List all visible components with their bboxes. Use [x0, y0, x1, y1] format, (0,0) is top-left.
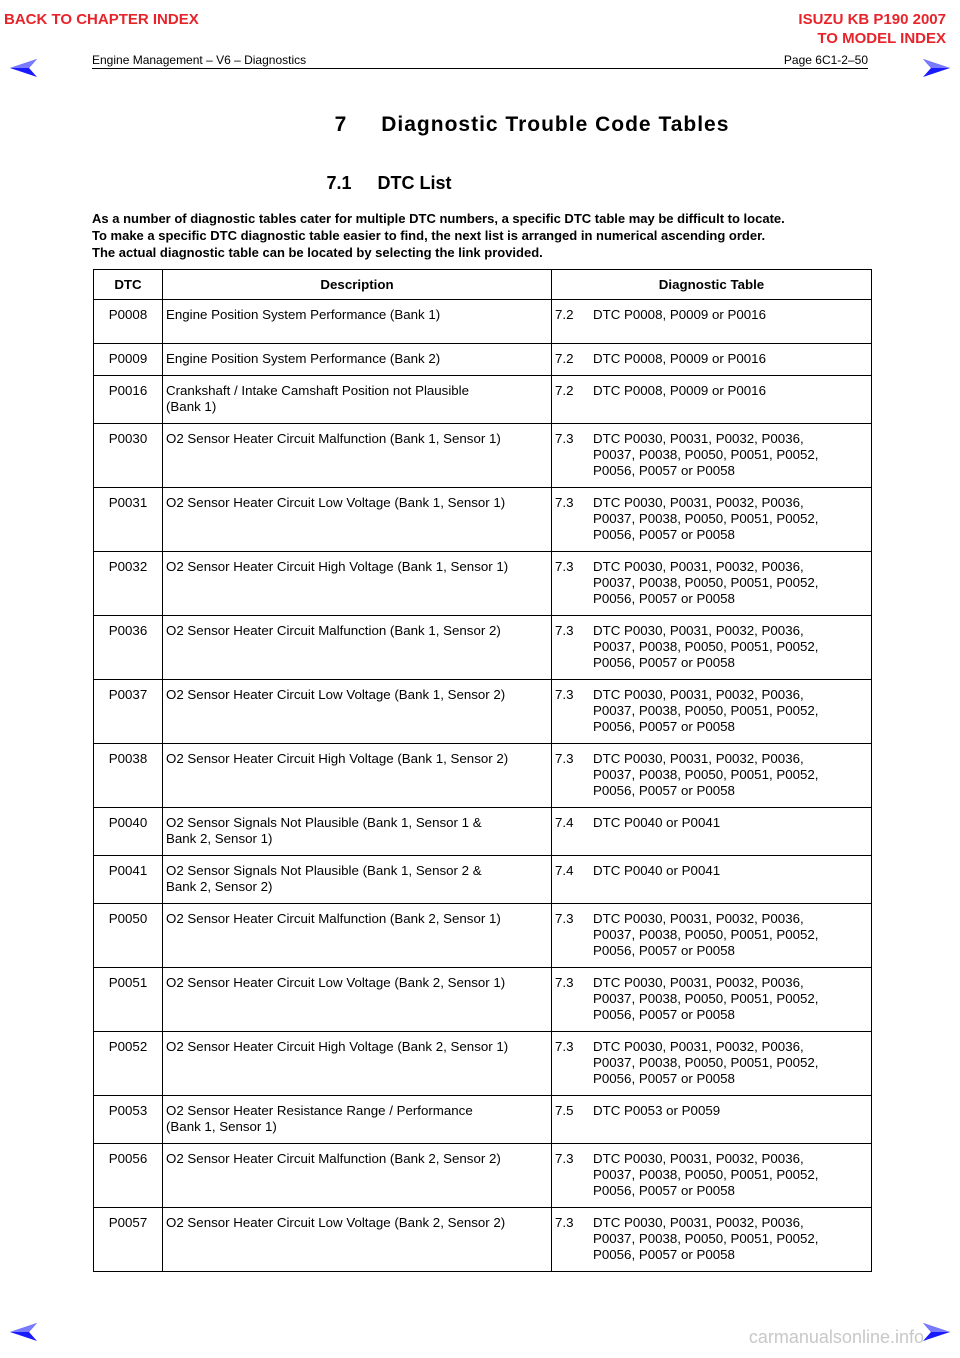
dtc-code-cell: P0037	[94, 680, 163, 744]
diagnostic-table-title: DTC P0030, P0031, P0032, P0036, P0037, P0038, P0050, P0051, P0052, P0056, P0057 or P0058	[593, 911, 819, 958]
description-cell	[163, 616, 552, 680]
dtc-code-cell: P0040	[94, 808, 163, 856]
table-row	[94, 376, 872, 424]
description-cell	[163, 376, 552, 424]
dtc-code-cell: P0008	[94, 300, 163, 344]
intro-line: The actual diagnostic table can be located by selecting the link provided.	[92, 245, 543, 260]
dtc-code-cell: P0031	[94, 488, 163, 552]
diagnostic-table-number: 7.5	[555, 1103, 574, 1118]
diagnostic-table-number: 7.3	[555, 975, 574, 990]
to-model-index-link[interactable]: TO MODEL INDEX	[817, 30, 946, 47]
diagnostic-table-title: DTC P0008, P0009 or P0016	[593, 383, 766, 398]
description-cell	[163, 808, 552, 856]
description-cell	[163, 968, 552, 1032]
description-text: O2 Sensor Heater Circuit High Voltage (Bank 2, Sensor 1)	[166, 1039, 509, 1054]
dtc-column-header: DTC	[94, 270, 163, 300]
description-text: O2 Sensor Heater Circuit Low Voltage (Bank 2, Sensor 2)	[166, 1215, 506, 1230]
description-cell	[163, 744, 552, 808]
table-row	[94, 1096, 872, 1144]
diagnostic-table-title: DTC P0040 or P0041	[593, 815, 721, 830]
description-text: Engine Position System Performance (Bank 1)	[166, 307, 441, 322]
diagnostic-table-number: 7.3	[555, 1215, 574, 1230]
dtc-code-cell: P0030	[94, 424, 163, 488]
table-header-row	[94, 270, 872, 300]
diagnostic-table-link[interactable]	[552, 808, 872, 856]
diagnostic-table-title: DTC P0030, P0031, P0032, P0036, P0037, P0038, P0050, P0051, P0052, P0056, P0057 or P0058	[593, 1215, 819, 1262]
description-text: O2 Sensor Heater Resistance Range / Performance (Bank 1, Sensor 1)	[166, 1103, 473, 1134]
description-text: O2 Sensor Heater Circuit Malfunction (Bank 2, Sensor 2)	[166, 1151, 501, 1166]
dtc-code-cell: P0053	[94, 1096, 163, 1144]
diagnostic-table-link[interactable]	[552, 968, 872, 1032]
diagnostic-table-link[interactable]	[552, 1096, 872, 1144]
diagnostic-table-link[interactable]	[552, 300, 872, 344]
description-text: O2 Sensor Heater Circuit Low Voltage (Bank 1, Sensor 2)	[166, 687, 506, 702]
table-row	[94, 300, 872, 344]
diagnostic-table-link[interactable]	[552, 424, 872, 488]
diagnostic-table-number: 7.3	[555, 1039, 574, 1054]
diagnostic-table-link[interactable]	[552, 1144, 872, 1208]
diagnostic-table-title: DTC P0030, P0031, P0032, P0036, P0037, P0038, P0050, P0051, P0052, P0056, P0057 or P0058	[593, 1151, 819, 1198]
diagnostic-table-link[interactable]	[552, 1032, 872, 1096]
diagnostic-table-title: DTC P0030, P0031, P0032, P0036, P0037, P0038, P0050, P0051, P0052, P0056, P0057 or P0058	[593, 687, 819, 734]
table-row	[94, 424, 872, 488]
footer-watermark: carmanualsonline.info	[748, 1327, 924, 1347]
table-row	[94, 344, 872, 376]
diagnostic-table-link[interactable]	[552, 344, 872, 376]
table-row	[94, 856, 872, 904]
description-cell	[163, 1032, 552, 1096]
table-row	[94, 904, 872, 968]
previous-page-arrow-icon[interactable]	[10, 59, 38, 77]
diagnostic-table-title: DTC P0040 or P0041	[593, 863, 721, 878]
description-text: O2 Sensor Heater Circuit High Voltage (Bank 1, Sensor 1)	[166, 559, 509, 574]
dtc-code-cell: P0032	[94, 552, 163, 616]
dtc-code-cell: P0052	[94, 1032, 163, 1096]
description-text: O2 Sensor Heater Circuit High Voltage (Bank 1, Sensor 2)	[166, 751, 509, 766]
diagnostic-table-number: 7.4	[555, 863, 574, 878]
dtc-code-cell: P0016	[94, 376, 163, 424]
intro-line: To make a specific DTC diagnostic table easier to find, the next list is arranged in numerical ascending order.	[92, 228, 766, 243]
diagnostic-table-link[interactable]	[552, 680, 872, 744]
diagnostic-table-link[interactable]	[552, 552, 872, 616]
diagnostic-table-link[interactable]	[552, 616, 872, 680]
header-rule	[92, 68, 868, 69]
section-title	[0, 113, 960, 137]
description-text: O2 Sensor Heater Circuit Malfunction (Bank 1, Sensor 1)	[166, 431, 501, 446]
diagnostic-table-link[interactable]	[552, 1208, 872, 1272]
diagnostic-table-link[interactable]	[552, 744, 872, 808]
description-text: O2 Sensor Heater Circuit Low Voltage (Bank 2, Sensor 1)	[166, 975, 506, 990]
diagnostic-table-number: 7.3	[555, 623, 574, 638]
diagnostic-table-number: 7.4	[555, 815, 574, 830]
description-cell	[163, 424, 552, 488]
description-text: Engine Position System Performance (Bank 2)	[166, 351, 441, 366]
subsection-title-text: DTC List	[377, 173, 452, 193]
table-row	[94, 744, 872, 808]
description-text: O2 Sensor Signals Not Plausible (Bank 1, Sensor 2 & Bank 2, Sensor 2)	[166, 863, 482, 894]
description-text: O2 Sensor Heater Circuit Low Voltage (Bank 1, Sensor 1)	[166, 495, 506, 510]
table-row	[94, 968, 872, 1032]
table-row	[94, 808, 872, 856]
description-cell	[163, 1208, 552, 1272]
diagnostic-table-number: 7.3	[555, 495, 574, 510]
dtc-code-cell: P0038	[94, 744, 163, 808]
diagnostic-table-link[interactable]	[552, 488, 872, 552]
description-cell	[163, 680, 552, 744]
diagnostic-table-number: 7.3	[555, 431, 574, 446]
diagnostic-table-title: DTC P0008, P0009 or P0016	[593, 351, 766, 366]
description-cell	[163, 344, 552, 376]
description-text: O2 Sensor Heater Circuit Malfunction (Bank 2, Sensor 1)	[166, 911, 501, 926]
previous-page-arrow-icon[interactable]	[10, 1323, 38, 1341]
diagnostic-table-number: 7.2	[555, 351, 574, 366]
dtc-list-table	[93, 269, 872, 1272]
description-column-header: Description	[163, 270, 552, 300]
dtc-code-cell: P0057	[94, 1208, 163, 1272]
subsection-title	[0, 173, 778, 194]
diagnostic-table-title: DTC P0030, P0031, P0032, P0036, P0037, P0038, P0050, P0051, P0052, P0056, P0057 or P0058	[593, 559, 819, 606]
dtc-code-cell: P0036	[94, 616, 163, 680]
diagnostic-table-link[interactable]	[552, 856, 872, 904]
intro-paragraph	[92, 210, 882, 261]
diagnostic-table-title: DTC P0008, P0009 or P0016	[593, 307, 766, 322]
diagnostic-table-number: 7.3	[555, 751, 574, 766]
description-cell	[163, 856, 552, 904]
description-text: O2 Sensor Heater Circuit Malfunction (Bank 1, Sensor 2)	[166, 623, 501, 638]
diagnostic-table-link[interactable]	[552, 904, 872, 968]
diagnostic-table-title: DTC P0030, P0031, P0032, P0036, P0037, P0038, P0050, P0051, P0052, P0056, P0057 or P0058	[593, 623, 819, 670]
diagnostic-table-title: DTC P0030, P0031, P0032, P0036, P0037, P0038, P0050, P0051, P0052, P0056, P0057 or P0058	[593, 975, 819, 1022]
table-row	[94, 488, 872, 552]
dtc-code-cell: P0050	[94, 904, 163, 968]
dtc-code-cell: P0041	[94, 856, 163, 904]
dtc-code-cell: P0009	[94, 344, 163, 376]
table-row	[94, 552, 872, 616]
diagnostic-table-number: 7.3	[555, 559, 574, 574]
diagnostic-table-title: DTC P0030, P0031, P0032, P0036, P0037, P0038, P0050, P0051, P0052, P0056, P0057 or P0058	[593, 1039, 819, 1086]
diagnostic-table-title: DTC P0030, P0031, P0032, P0036, P0037, P0038, P0050, P0051, P0052, P0056, P0057 or P0058	[593, 495, 819, 542]
table-row	[94, 1144, 872, 1208]
diagnostic-table-number: 7.2	[555, 307, 574, 322]
table-row	[94, 1032, 872, 1096]
diagnostic-table-number: 7.2	[555, 383, 574, 398]
description-cell	[163, 1144, 552, 1208]
section-number: 7	[334, 113, 348, 136]
next-page-arrow-icon[interactable]	[922, 59, 950, 77]
description-cell	[163, 552, 552, 616]
diagnostic-table-number: 7.3	[555, 1151, 574, 1166]
description-text: Crankshaft / Intake Camshaft Position not Plausible (Bank 1)	[166, 383, 470, 414]
description-cell	[163, 1096, 552, 1144]
intro-line: As a number of diagnostic tables cater for multiple DTC numbers, a specific DTC table may be difficult to locate.	[92, 211, 785, 226]
diagnostic-table-title: DTC P0030, P0031, P0032, P0036, P0037, P0038, P0050, P0051, P0052, P0056, P0057 or P0058	[593, 431, 819, 478]
running-header-page: Page 6C1-2–50	[783, 53, 868, 67]
table-row	[94, 680, 872, 744]
model-title-link[interactable]: ISUZU KB P190 2007	[798, 11, 946, 28]
diagnostic-table-title: DTC P0053 or P0059	[593, 1103, 721, 1118]
diagnostic-table-column-header: Diagnostic Table	[552, 270, 872, 300]
description-cell	[163, 488, 552, 552]
description-text: O2 Sensor Signals Not Plausible (Bank 1, Sensor 1 & Bank 2, Sensor 1)	[166, 815, 482, 846]
section-title-text: Diagnostic Trouble Code Tables	[381, 113, 730, 136]
running-header-title: Engine Management – V6 – Diagnostics	[92, 53, 307, 67]
dtc-code-cell: P0051	[94, 968, 163, 1032]
next-page-arrow-icon[interactable]	[922, 1323, 950, 1341]
table-row	[94, 616, 872, 680]
diagnostic-table-number: 7.3	[555, 911, 574, 926]
diagnostic-table-link[interactable]	[552, 376, 872, 424]
description-cell	[163, 904, 552, 968]
subsection-number: 7.1	[326, 173, 352, 193]
diagnostic-table-number: 7.3	[555, 687, 574, 702]
table-row	[94, 1208, 872, 1272]
description-cell	[163, 300, 552, 344]
back-to-chapter-index-link[interactable]: BACK TO CHAPTER INDEX	[4, 11, 199, 28]
diagnostic-table-title: DTC P0030, P0031, P0032, P0036, P0037, P0038, P0050, P0051, P0052, P0056, P0057 or P0058	[593, 751, 819, 798]
dtc-code-cell: P0056	[94, 1144, 163, 1208]
